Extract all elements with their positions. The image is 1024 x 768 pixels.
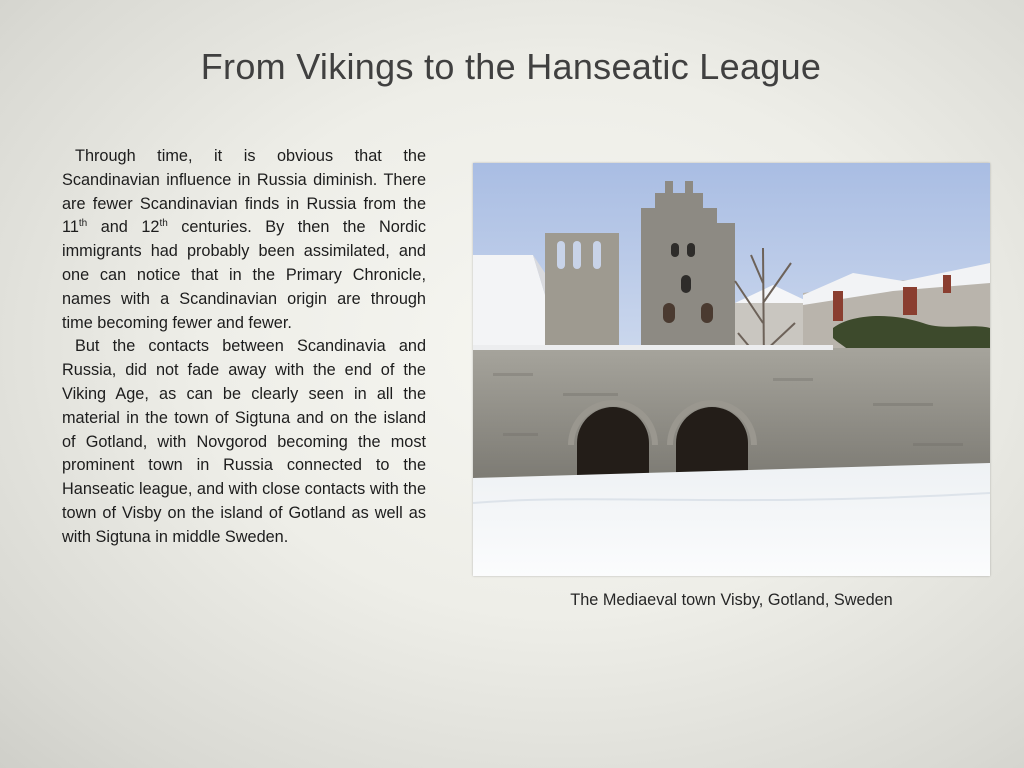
paragraph-1-part-a: Through time, it is obvious that the Scandinavian influence in Russia diminish. There are fewer Scandinavian finds in Russia from the 11 xyxy=(62,147,426,237)
superscript-th-12: th xyxy=(159,218,168,230)
paragraph-2: But the contacts between Scandinavia and Russia, did not fade away with the end of the Viking Age, as can be clearly seen in all the material in the town of Sigtuna and on the island of Gotland, with Novgorod becoming the most prominent town in Russia connected to the Hanseatic league, and with close contacts with the town of Visby on the island of Gotland as well as with Sigtuna in middle Sweden. xyxy=(62,337,426,546)
church-ruin xyxy=(545,233,619,348)
photo-caption: The Mediaeval town Visby, Gotland, Sweden xyxy=(570,591,893,609)
superscript-th-11: th xyxy=(78,218,88,230)
paragraph-1-part-b: and 12 xyxy=(87,218,160,237)
slide-title-text: From Vikings to the Hanseatic League xyxy=(200,46,822,87)
snow-ground xyxy=(473,463,990,576)
slide-title xyxy=(0,46,1024,88)
paragraph-1-part-c: centuries. By then the Nordic immigrants had probably been assimilated, and one can notice that in the Primary Chronicle, names with a Scandinavian origin are through time becoming fewer and fewer. xyxy=(62,218,426,332)
paragraph-1 xyxy=(62,145,426,335)
visby-photo xyxy=(473,163,990,576)
body-text xyxy=(62,145,426,550)
